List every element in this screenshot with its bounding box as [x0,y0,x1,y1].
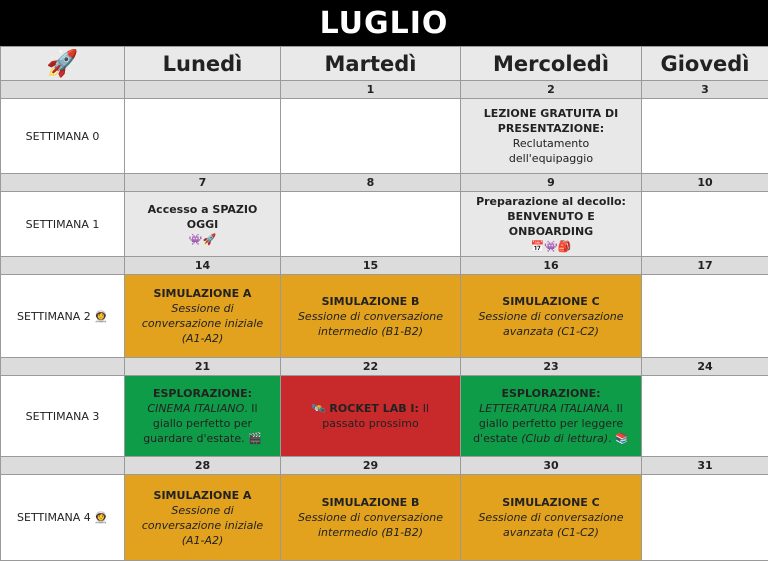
date-number: 1 [281,81,461,99]
date-number: 29 [281,457,461,475]
event-text: 👾🚀 [188,232,217,246]
date-number: 3 [642,81,768,99]
event-content [461,104,641,168]
event-text: . Il giallo perfetto per leggere d'estate [473,402,624,445]
date-number-blank [1,174,125,192]
day-cell[interactable] [642,192,768,257]
event-text: Il passato prossimo [322,402,430,430]
day-cell[interactable] [461,475,642,561]
astronaut-icon: 👩‍🚀 [94,309,108,323]
day-cell[interactable] [461,275,642,358]
event-text: ESPLORAZIONE: [153,387,252,400]
date-number: 15 [281,257,461,275]
week-row [1,99,768,174]
date-number: 9 [461,174,642,192]
day-cell[interactable] [642,376,768,457]
day-cell[interactable] [281,475,461,561]
day-cell[interactable] [461,99,642,174]
day-cell[interactable] [281,192,461,257]
day-header-martedi: Martedì [281,47,461,81]
day-cell[interactable] [281,275,461,358]
event-content [281,493,460,542]
event-text: Sessione di conversazione iniziale (A1-A2) [141,302,264,345]
event-content [461,493,641,542]
date-number: 10 [642,174,768,192]
date-number: 7 [125,174,281,192]
event-text: . Il giallo perfetto per guardare d'estate. 🎬 [143,402,262,445]
week-label: SETTIMANA 3 [1,376,125,457]
event-content [125,200,280,249]
event-text: LEZIONE GRATUITA DI PRESENTAZIONE: [483,107,619,135]
event-text: SIMULAZIONE A [153,287,252,300]
month-title: LUGLIO [0,0,768,46]
date-number-row [1,358,768,376]
rocket-icon: 🚀 [1,47,125,81]
event-text: SIMULAZIONE C [502,294,600,308]
day-cell[interactable] [461,376,642,457]
day-cell[interactable] [125,475,281,561]
event-text: Preparazione al decollo: BENVENUTO E ONBOARDING [476,195,626,238]
day-cell[interactable] [125,99,281,174]
date-number-row [1,174,768,192]
event-text: 📅👾🎒 [530,240,572,253]
date-number-row [1,457,768,475]
event-content [125,384,280,448]
event-text: Sessione di conversazione intermedio (B1-B2) [297,511,444,539]
event-text: Sessione di conversazione avanzata (C1-C2) [478,309,624,338]
day-cell[interactable] [642,275,768,358]
date-number: 16 [461,257,642,275]
day-cell[interactable] [281,99,461,174]
date-number: 8 [281,174,461,192]
week-row [1,192,768,257]
event-content [125,486,280,550]
date-number: 17 [642,257,768,275]
event-text: Sessione di conversazione iniziale (A1-A2) [141,503,264,547]
date-number: 30 [461,457,642,475]
week-row [1,376,768,457]
event-content [281,292,460,341]
date-number: 22 [281,358,461,376]
event-content [461,192,641,256]
date-number: 28 [125,457,281,475]
date-number: 24 [642,358,768,376]
day-header-giovedi: Giovedì [642,47,768,81]
date-number-blank [1,257,125,275]
event-text: Reclutamento dell'equipaggio [508,137,594,165]
date-number-row [1,81,768,99]
weekday-header-row [1,47,768,81]
date-number-blank [1,457,125,475]
event-content [461,384,641,448]
event-text: LETTERATURA ITALIANA [479,402,610,415]
day-cell[interactable] [125,275,281,358]
day-cell[interactable] [642,475,768,561]
date-number: 31 [642,457,768,475]
date-number: 21 [125,358,281,376]
day-header-mercoledi: Mercoledì [461,47,642,81]
date-number [125,81,281,99]
event-content [461,292,641,341]
date-number: 14 [125,257,281,275]
event-text: SIMULAZIONE A [153,488,252,502]
day-cell[interactable] [642,99,768,174]
date-number-blank [1,358,125,376]
calendar-grid [0,46,768,561]
date-number: 23 [461,358,642,376]
event-text: (Club di lettura) [521,432,609,445]
week-label: SETTIMANA 2 👩‍🚀 [1,275,125,358]
day-cell[interactable] [281,376,461,457]
week-row [1,275,768,358]
day-cell[interactable] [125,192,281,257]
week-row [1,475,768,561]
event-text: SIMULAZIONE B [321,496,420,509]
event-text: Accesso a SPAZIO OGGI [147,202,258,231]
event-content [125,284,280,348]
event-text: Sessione di conversazione avanzata (C1-C2) [478,511,624,539]
day-header-lunedi: Lunedì [125,47,281,81]
day-cell[interactable] [461,192,642,257]
event-text: SIMULAZIONE B [321,294,420,308]
week-label: SETTIMANA 4 👩‍🚀 [1,475,125,561]
event-content [281,399,460,433]
event-text: SIMULAZIONE C [502,496,600,509]
date-number-row [1,257,768,275]
astronaut-icon: 👩‍🚀 [94,511,108,524]
week-label: SETTIMANA 1 [1,192,125,257]
event-text: Sessione di conversazione intermedio (B1-B2) [297,309,444,338]
event-text: 🛰️ ROCKET LAB I: [311,402,423,415]
day-cell[interactable] [125,376,281,457]
date-number-blank [1,81,125,99]
event-text: . 📚 [608,432,629,445]
event-text: ESPLORAZIONE: [501,387,601,400]
event-text: CINEMA ITALIANO [147,402,245,415]
date-number: 2 [461,81,642,99]
week-label: SETTIMANA 0 [1,99,125,174]
